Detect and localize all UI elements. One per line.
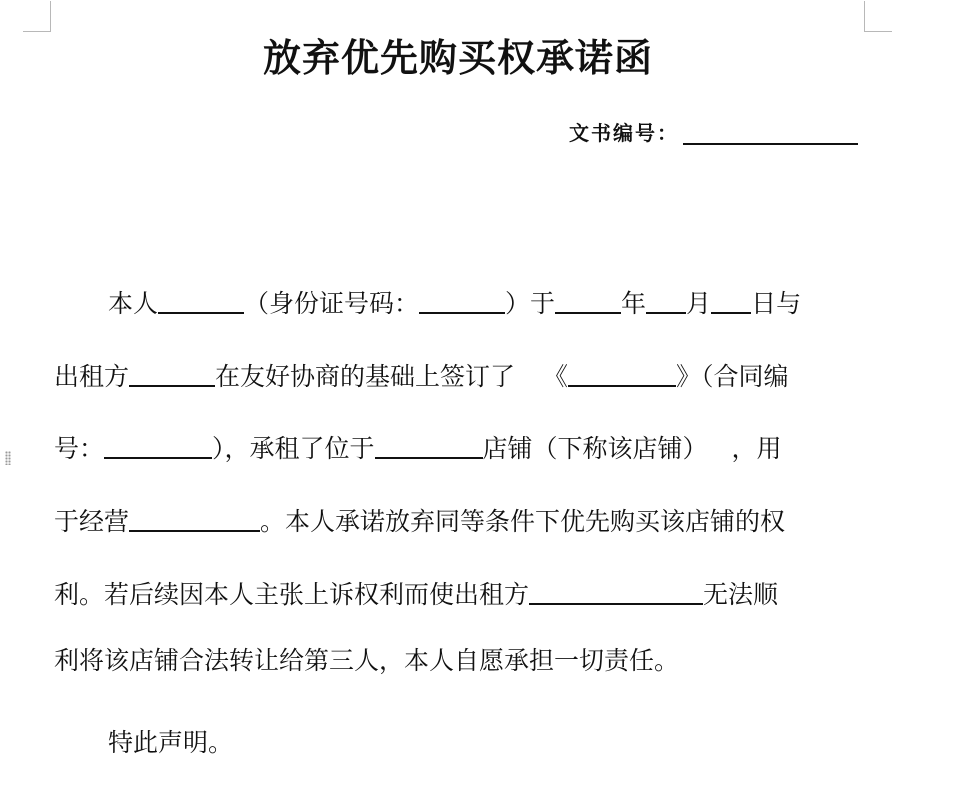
lessor-blank[interactable] bbox=[129, 363, 215, 387]
year-blank[interactable] bbox=[555, 290, 621, 314]
id-number-blank[interactable] bbox=[419, 290, 505, 314]
body-line bbox=[54, 643, 679, 679]
text-segment: 利。若后续因本人主张上诉权利而使出租方 bbox=[54, 580, 530, 609]
document-title: 放弃优先购买权承诺函 bbox=[262, 35, 653, 80]
text-segment: 本人 bbox=[108, 289, 159, 318]
margin-corner-top-right bbox=[864, 1, 892, 32]
text-segment: ），承租了位于 bbox=[212, 434, 375, 463]
text-segment: 号： bbox=[54, 434, 105, 463]
text-segment: 在友好协商的基础上签订了 bbox=[215, 362, 516, 391]
body-line bbox=[54, 577, 778, 613]
text-segment: 出租方 bbox=[54, 362, 130, 391]
text-segment: ，用 bbox=[731, 434, 782, 463]
text-segment: 。本人承诺放弃同等条件下优先购买该店铺的权 bbox=[260, 507, 786, 536]
text-segment: 利将该店铺合法转让给第三人，本人自愿承担一切责任。 bbox=[54, 646, 680, 675]
text-segment: （身份证号码： bbox=[244, 289, 420, 318]
contract-name-blank[interactable] bbox=[568, 363, 676, 387]
body-line bbox=[54, 431, 782, 467]
contract-number-blank[interactable] bbox=[104, 435, 212, 459]
text-segment: 店铺（下称该店铺） bbox=[482, 434, 708, 463]
body-line bbox=[54, 504, 785, 540]
margin-corner-top-left bbox=[23, 1, 51, 32]
text-segment: 年 bbox=[621, 289, 647, 318]
text-segment: 特此声明。 bbox=[108, 728, 234, 757]
day-blank[interactable] bbox=[711, 290, 751, 314]
text-segment: 于经营 bbox=[54, 507, 130, 536]
text-segment: 《 bbox=[543, 362, 569, 391]
text-segment: ）于 bbox=[505, 289, 556, 318]
name-blank[interactable] bbox=[158, 290, 244, 314]
business-blank[interactable] bbox=[129, 508, 260, 532]
body-line bbox=[108, 286, 801, 322]
paragraph-drag-handle-icon[interactable] bbox=[5, 451, 11, 465]
body-line bbox=[54, 359, 789, 395]
document-number-label: 文书编号： bbox=[569, 121, 679, 145]
shop-location-blank[interactable] bbox=[375, 435, 483, 459]
text-segment: 日与 bbox=[751, 289, 802, 318]
text-segment: 无法顺 bbox=[703, 580, 779, 609]
closing-statement bbox=[108, 725, 233, 761]
text-segment: 月 bbox=[686, 289, 712, 318]
lessor-name-blank[interactable] bbox=[529, 581, 703, 605]
month-blank[interactable] bbox=[646, 290, 686, 314]
document-number-row bbox=[569, 119, 858, 147]
text-segment: 》（合同编 bbox=[676, 362, 789, 391]
document-number-blank[interactable] bbox=[683, 123, 858, 145]
